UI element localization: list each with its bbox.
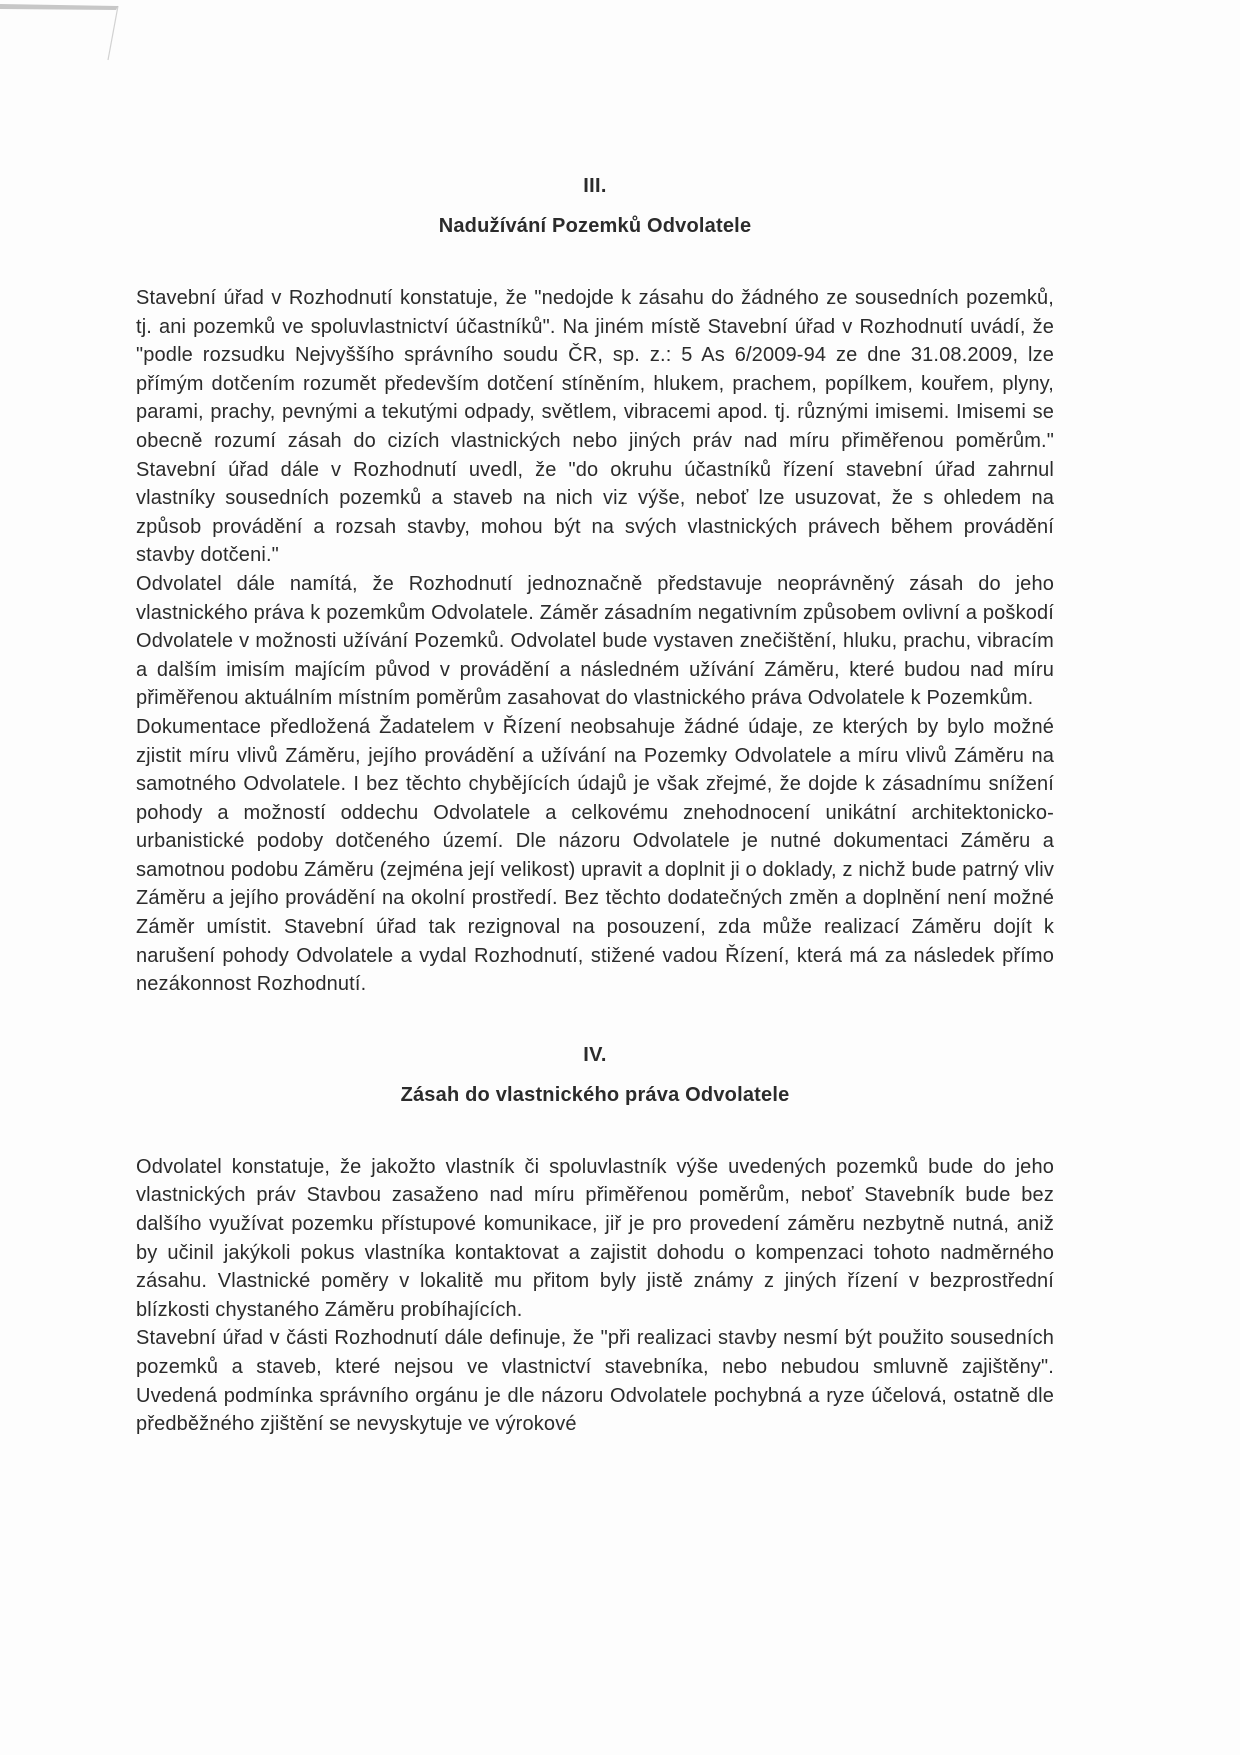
section-3-paragraph-1: Stavební úřad v Rozhodnutí konstatuje, že "nedojde k zásahu do žádného ze sousedních pozemků, tj. ani pozemků ve spoluvlastnictví účastníků". Na jiném místě Stavební úřad v Rozhodnutí uvádí, že "podle rozsudku Nejvyššího správního soudu ČR, sp. z.: 5 As 6/2009-94 ze dne 31.08.2009, lze přímým dotčením rozumět především dotčení stíněním, hlukem, prachem, popílkem, kouřem, plyny, parami, prachy, pevnými a tekutými odpady, světlem, vibracemi apod. tj. různými imisemi. Imisemi se obecně rozumí zásah do cizích vlastnických nebo jiných práv nad míru přiměřenou poměrům." Stavební úřad dále v Rozhodnutí uvedl, že "do okruhu účastníků řízení stavební úřad zahrnul vlastníky sousedních pozemků a staveb na nich viz výše, neboť lze usuzovat, že s ohledem na způsob provádění a rozsah stavby, mohou být na svých vlastnických právech během provádění stavby dotčeni." — [136, 287, 1054, 567]
section-3-title: Nadužívání Pozemků Odvolatele — [438, 215, 752, 237]
section-4-number: IV. — [583, 1043, 607, 1066]
section-spacer — [136, 999, 1054, 1041]
section-3-paragraph-3: Dokumentace předložená Žadatelem v Řízení neobsahuje žádné údaje, ze kterých by bylo možné zjistit míru vlivů Záměru, jejího provádění a užívání na Pozemky Odvolatele a míru vlivů Záměru na samotného Odvolatele. I bez těchto chybějících údajů je však zřejmé, že dojde k zásadnímu snížení pohody a možností oddechu Odvolatele a celkovému znehodnocení unikátní architektonicko-urbanistické podoby dotčeného území. Dle názoru Odvolatele je nutné dokumentaci Záměru a samotnou podobu Záměru (zejména její velikost) upravit a doplnit ji o doklady, z nichž bude patrný vliv Záměru a jejího provádění na okolní prostředí. Bez těchto dodatečných změn a doplnění není možné Záměr umístit. Stavební úřad tak rezignoval na posouzení, zda může realizací Záměru dojít k narušení pohody Odvolatele a vydal Rozhodnutí, stižené vadou Řízení, která má za následek přímo nezákonnost Rozhodnutí. — [136, 715, 1054, 996]
scan-edge-mark — [0, 0, 140, 70]
section-3-number: III. — [583, 175, 607, 197]
document-body — [136, 172, 1054, 1439]
section-3-paragraph-2: Odvolatel dále namítá, že Rozhodnutí jednoznačně představuje neoprávněný zásah do jeho vlastnického práva k pozemkům Odvolatele. Záměr zásadním negativním způsobem ovlivní a poškodí Odvolatele v možnosti užívání Pozemků. Odvolatel bude vystaven znečištění, hluku, prachu, vibracím a dalším imisím majícím původ v provádění a následném užívání Záměru, které budou nad míru přiměřenou aktuálním místním poměrům zasahovat do vlastnického práva Odvolatele k Pozemkům. — [136, 572, 1054, 710]
section-4-paragraph-2: Stavební úřad v části Rozhodnutí dále definuje, že "při realizaci stavby nesmí být použito sousedních pozemků a staveb, které nejsou ve vlastnictví stavebníka, nebo nebudou smluvně zajištěny". Uvedená podmínka správního orgánu je dle názoru Odvolatele pochybná a ryze účelová, ostatně dle předběžného zjištění se nevyskytuje ve výrokové — [136, 1327, 1054, 1436]
section-4-paragraph-1: Odvolatel konstatuje, že jakožto vlastník či spoluvlastník výše uvedených pozemků bude do jeho vlastnických práv Stavbou zasaženo nad míru přiměřenou poměrům, neboť Stavebník bude bez dalšího využívat pozemku přístupové komunikace, jiř je pro provedení záměru nezbytně nutná, aniž by učinil jakýkoli pokus vlastníka kontaktovat a zajistit dohodu o kompenzaci tohoto nadměrného zásahu. Vlastnické poměry v lokalitě mu přitom byly jistě známy z jiných řízení v bezprostřední blízkosti chystaného Záměru probíhajících. — [136, 1155, 1054, 1321]
section-4-title: Zásah do vlastnického práva Odvolatele — [400, 1083, 790, 1106]
